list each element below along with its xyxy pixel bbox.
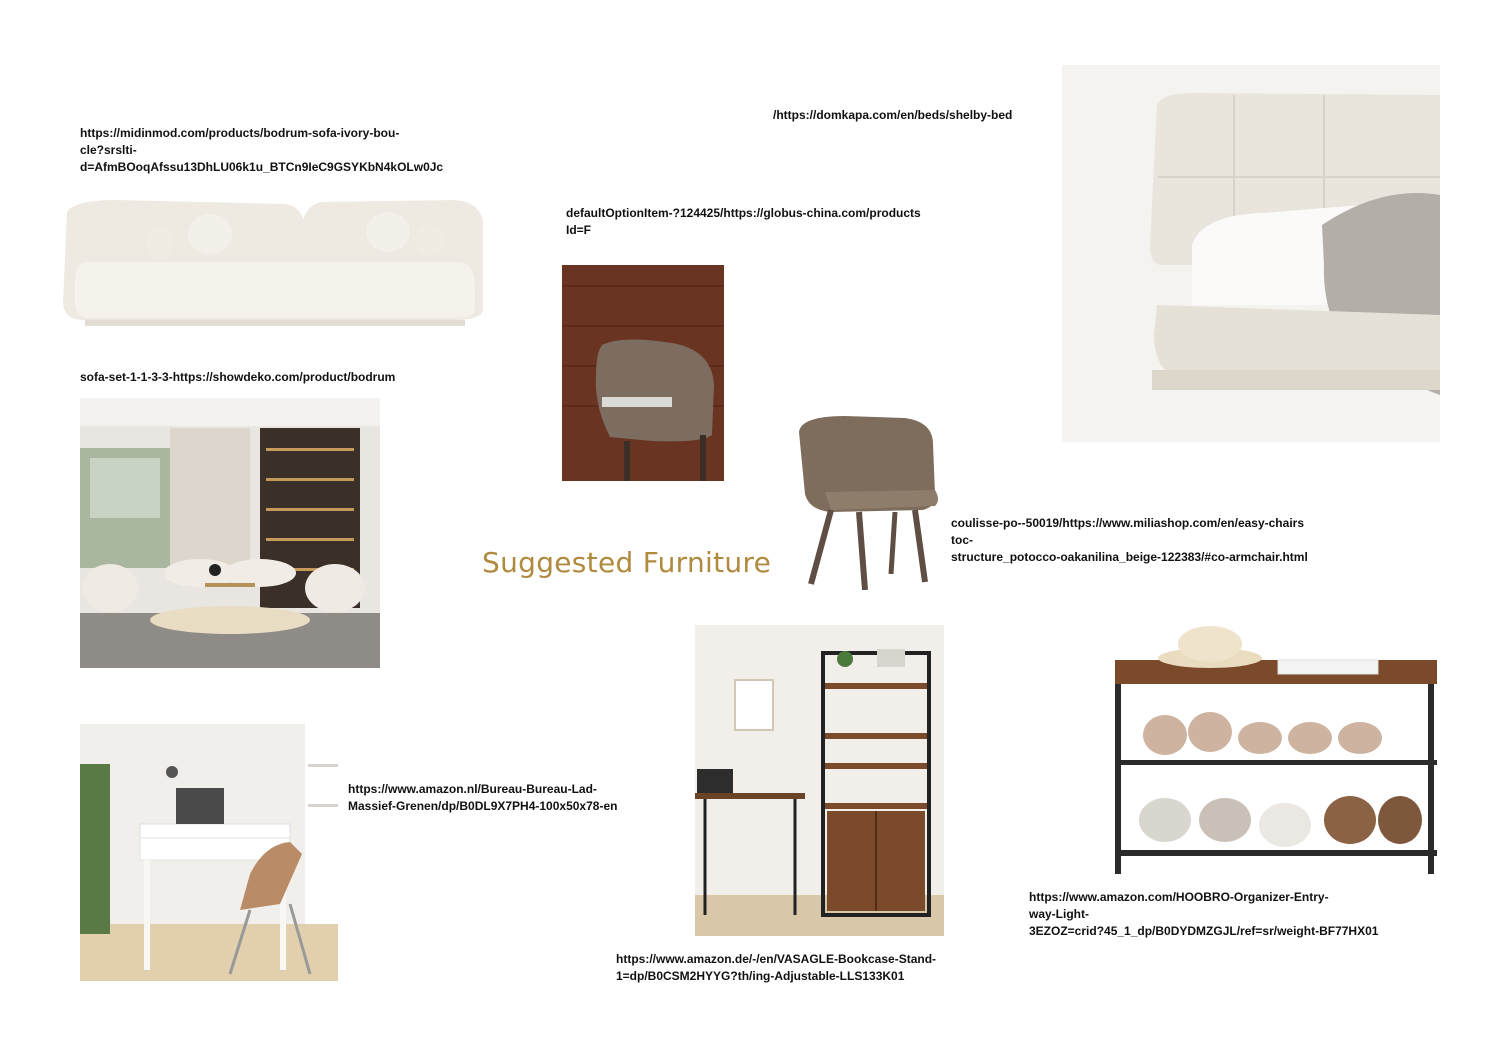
living-room-image (80, 398, 380, 668)
shoe-rack-link[interactable]: https://www.amazon.com/HOOBRO-Organizer-Entry- way-Light- 3EZOZ=crid?45_1_dp/B0DYDMZGJL/ref=sr/weight-BF77HX01 (1029, 890, 1379, 938)
sofa-image (55, 192, 485, 332)
globus-chair-image (562, 265, 724, 481)
armchair-link[interactable]: coulisse-po--50019/https://www.miliashop.com/en/easy-chairs toc- structure_potocco-oakanilina_beige-122383/#co-armchair.html (951, 516, 1308, 564)
desk-link[interactable]: https://www.amazon.nl/Bureau-Bureau-Lad- Massief-Grenen/dp/B0DL9X7PH4-100x50x78-en (348, 782, 618, 813)
desk-image (80, 724, 338, 981)
sofa-link[interactable]: https://midinmod.com/products/bodrum-sofa-ivory-bou- cle?srslti- d=AfmBOoqAfssu13DhLU06k1u_BTCn9IeC9GSYKbN4kOLw0Jc (80, 126, 444, 174)
bookcase-image (695, 625, 944, 936)
shoe-rack-image (1110, 620, 1440, 880)
page-title: Suggested Furniture (482, 546, 772, 579)
armchair-image (795, 414, 943, 590)
globus-chair-link[interactable]: defaultOptionItem-?124425/https://globus-china.com/products Id=F (566, 206, 921, 237)
sofa-set-link[interactable]: sofa-set-1-1-3-3-https://showdeko.com/product/bodrum (80, 370, 396, 384)
bookcase-link[interactable]: https://www.amazon.de/-/en/VASAGLE-Bookcase-Stand- 1=dp/B0CSM2HYYG?th/ing-Adjustable-LLS133K01 (616, 952, 937, 983)
bed-link[interactable]: /https://domkapa.com/en/beds/shelby-bed (773, 108, 1013, 122)
bed-image (1062, 65, 1440, 442)
